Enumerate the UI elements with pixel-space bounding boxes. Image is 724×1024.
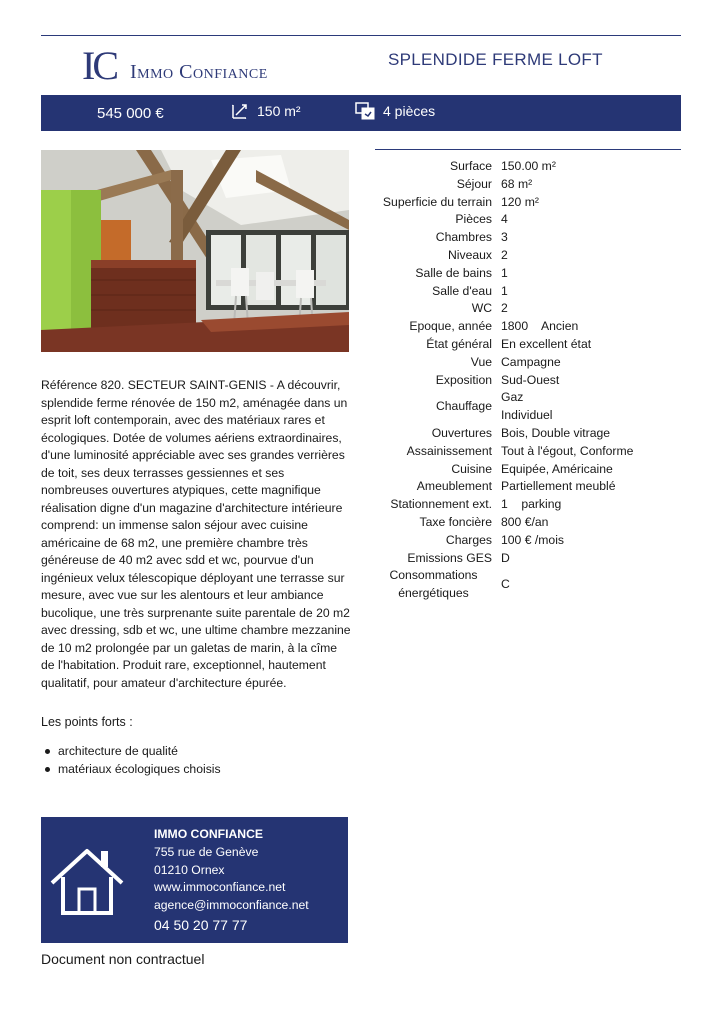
spec-row <box>375 336 681 354</box>
spec-key: Superficie du terrain <box>382 194 492 209</box>
spec-value: 100 € /mois <box>501 532 565 547</box>
spec-value: 2 <box>501 301 508 316</box>
spec-value: Bois, Double vitrage <box>501 425 611 440</box>
spec-row <box>375 425 681 443</box>
spec-value: 4 <box>501 212 508 227</box>
spec-key: Cuisine <box>451 461 492 476</box>
spec-key: Stationnement ext. <box>390 497 492 512</box>
spec-row <box>375 514 681 532</box>
spec-key: Séjour <box>456 176 492 191</box>
spec-row <box>375 318 681 336</box>
list-item: architecture de qualité <box>41 742 221 760</box>
spec-key: Taxe foncière <box>419 514 492 529</box>
spec-value: Individuel <box>501 408 553 423</box>
spec-value: Gaz <box>501 390 524 405</box>
spec-value: 1 parking <box>501 497 562 512</box>
spec-row <box>375 550 681 568</box>
rooms-value: 4 pièces <box>383 103 436 119</box>
agency-phone: 04 50 20 77 77 <box>154 916 248 933</box>
spec-row <box>375 496 681 514</box>
spec-value: 3 <box>501 230 508 245</box>
spec-row <box>375 389 681 425</box>
summary-bar <box>41 95 681 131</box>
spec-key: Salle d'eau <box>432 283 492 298</box>
spec-key: Pièces <box>455 212 492 227</box>
spec-row <box>375 211 681 229</box>
spec-key: Chambres <box>435 230 492 245</box>
agency-name: IMMO CONFIANCE <box>154 827 264 841</box>
spec-value: 800 €/an <box>501 514 549 529</box>
spec-row <box>375 354 681 372</box>
spec-key: Ameublement <box>416 479 492 494</box>
spec-row <box>375 247 681 265</box>
surface-icon <box>231 102 249 120</box>
spec-value: Partiellement meublé <box>501 479 616 494</box>
spec-row <box>375 532 681 550</box>
spec-value: 2 <box>501 247 508 262</box>
spec-key: État général <box>426 336 492 351</box>
spec-row <box>375 229 681 247</box>
spec-row <box>375 478 681 496</box>
agency-street: 755 rue de Genève <box>154 844 259 859</box>
spec-value: 1 <box>501 283 508 298</box>
spec-key: Chauffage <box>435 399 492 414</box>
spec-key: Epoque, année <box>409 319 492 334</box>
spec-value: 150.00 m² <box>501 159 556 173</box>
logo-text: Immo Confiance <box>130 61 268 83</box>
spec-row <box>375 194 681 212</box>
strong-points-list <box>41 742 221 778</box>
contact-details <box>154 826 309 935</box>
spec-row <box>375 300 681 318</box>
spec-value: Campagne <box>501 354 561 369</box>
spec-key: Surface <box>449 159 492 173</box>
spec-value: En excellent état <box>501 336 592 351</box>
spec-row <box>375 372 681 390</box>
spec-row <box>375 158 681 176</box>
top-rule <box>41 35 681 36</box>
house-icon <box>49 845 125 917</box>
strong-points-title: Les points forts : <box>41 715 133 729</box>
list-item: matériaux écologiques choisis <box>41 760 221 778</box>
spec-key: Vue <box>470 354 492 369</box>
spec-value: 120 m² <box>501 194 539 209</box>
spec-value: Equipée, Américaine <box>501 461 613 476</box>
spec-key: Assainissement <box>406 443 492 458</box>
rooms-icon <box>355 102 375 120</box>
property-photo <box>41 150 349 352</box>
spec-value: Tout à l'égout, Conforme <box>501 443 634 458</box>
agency-email-link[interactable]: agence@immoconfiance.net <box>154 898 309 913</box>
spec-value: D <box>501 550 510 565</box>
surface-summary <box>231 102 301 120</box>
spec-value: 1 <box>501 265 508 280</box>
specs-rule <box>375 149 681 150</box>
spec-row <box>375 265 681 283</box>
contact-underline <box>41 941 348 943</box>
agency-website-link[interactable]: www.immoconfiance.net <box>154 880 286 895</box>
logo-mark: IC <box>82 43 116 88</box>
disclaimer: Document non contractuel <box>41 951 205 967</box>
rooms-summary <box>355 102 435 120</box>
spec-key: Exposition <box>435 372 492 387</box>
spec-key: Consommations énergétiques <box>389 568 478 601</box>
spec-key: Salle de bains <box>415 265 492 280</box>
spec-row <box>375 283 681 301</box>
spec-value: Sud-Ouest <box>501 372 560 387</box>
description: Référence 820. SECTEUR SAINT-GENIS - A découvrir, splendide ferme rénovée de 150 m2, aménagée dans un esprit loft contemporain, avec des matériaux rares et écologiques. Dotée de volumes aériens extraordinaires, d'une luminosité appréciable avec ses grandes verrières de toit, ses deux terrasses gessiennes et ses nombreuses ouvertures atypiques, cette magnifique réalisation digne d'un magazine d'architecture intérieure comprend: un immense salon séjour avec cuisine américaine de 68 m2, une première chambre très généreuse de 40 m2 avec sdd et wc, pourvue d'un ingénieux velux télescopique déployant une terrasse sur mesure, avec vue sur les alentours et leur ambiance bucolique, une très surprenante suite parentale de 20 m2 avec dressing, sdb et wc, une ultime chambre mezzanine de 10 m2 prolongée par un galetas de marin, à la cîme de l'habitation. Produit rare, exceptionnel, hautement qualitatif, pour amateur d'architecture épurée. <box>41 378 351 690</box>
spec-key: Niveaux <box>447 247 492 262</box>
spec-value: 1800 Ancien <box>501 319 579 334</box>
spec-row <box>375 176 681 194</box>
spec-key: Emissions GES <box>407 550 492 565</box>
spec-key: Ouvertures <box>431 425 492 440</box>
spec-key: Charges <box>445 532 492 547</box>
spec-value: C <box>501 577 510 592</box>
specs-table <box>375 158 681 603</box>
price: 545 000 € <box>97 105 164 122</box>
company-logo <box>82 43 268 88</box>
contact-card <box>41 817 348 941</box>
spec-key: WC <box>471 301 492 316</box>
spec-row <box>375 443 681 461</box>
agency-city: 01210 Ornex <box>154 862 225 877</box>
spec-row <box>375 461 681 479</box>
spec-value: 68 m² <box>501 176 533 191</box>
surface-value: 150 m² <box>257 103 301 119</box>
spec-value-group <box>501 389 681 425</box>
listing-title: SPLENDIDE FERME LOFT <box>388 50 603 69</box>
spec-row <box>375 567 681 603</box>
